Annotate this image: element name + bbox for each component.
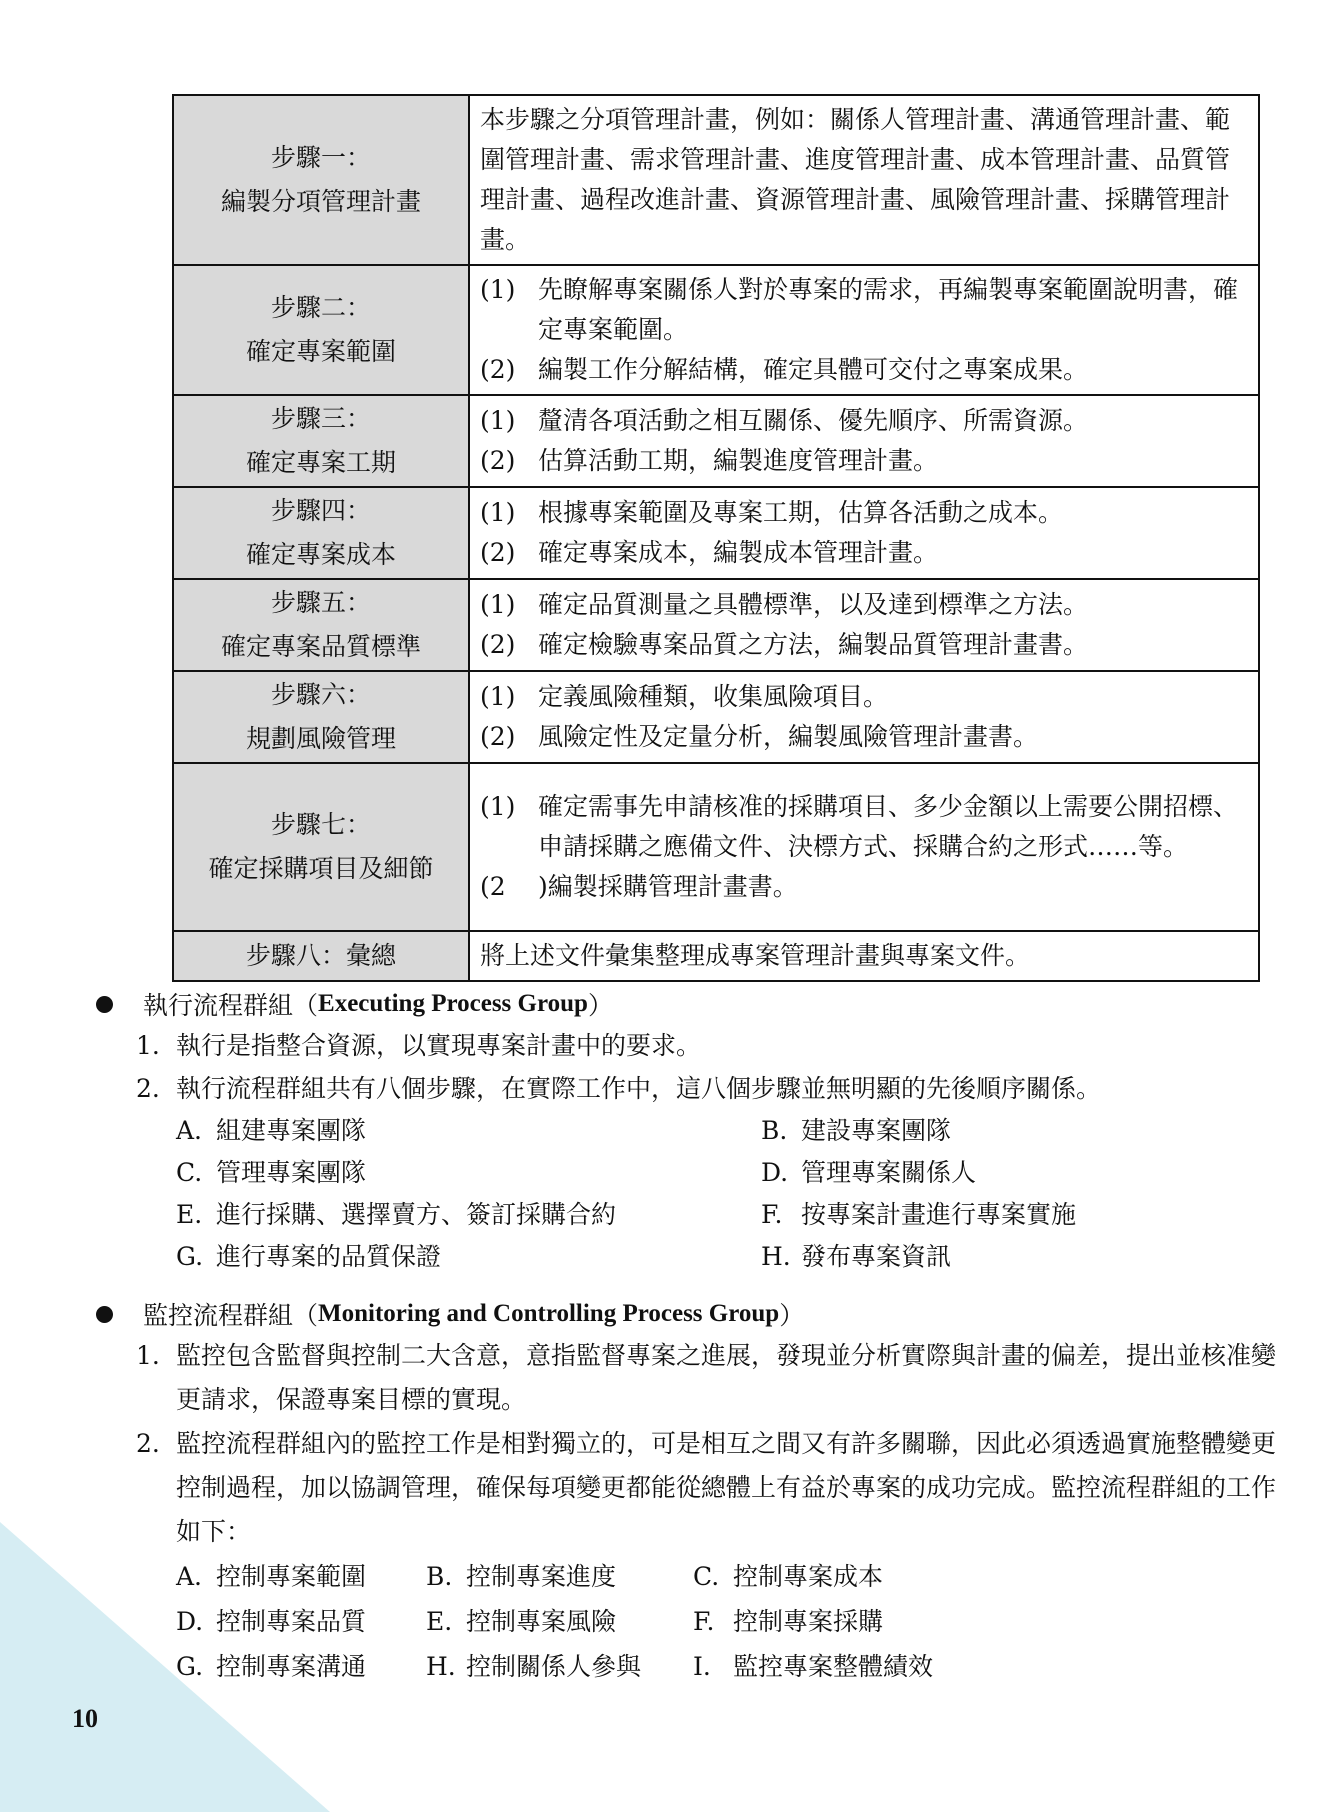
- table-row: [173, 487, 1259, 579]
- list-item: [136, 1422, 1279, 1554]
- heading-en: Monitoring and Controlling Process Group: [318, 1300, 780, 1327]
- option-letter: I.: [693, 1652, 711, 1681]
- step-cell: [173, 395, 469, 487]
- item-number: 2.: [136, 1074, 160, 1103]
- table-row: [173, 95, 1259, 265]
- option-text: 控制專案成本: [733, 1562, 884, 1591]
- item-text: 執行流程群組共有八個步驟，在實際工作中，這八個步驟並無明顯的先後順序關係。: [176, 1074, 1102, 1103]
- section-heading: [96, 1294, 1279, 1334]
- option-letter: F.: [693, 1607, 715, 1636]
- option-text: 管理專案關係人: [801, 1158, 977, 1187]
- step-cell: [173, 931, 469, 981]
- option-text: 控制專案範圍: [216, 1562, 367, 1591]
- list-item: [136, 1024, 1279, 1067]
- option-item: [761, 1110, 1161, 1152]
- heading-zh: 監控流程群組（: [143, 1301, 319, 1330]
- item-text: 確定品質測量之具體標準，以及達到標準之方法。: [538, 590, 1089, 619]
- option-text: 控制關係人參與: [466, 1652, 642, 1681]
- option-letter: G.: [176, 1652, 204, 1681]
- option-letter: A.: [176, 1116, 203, 1145]
- description-cell: [469, 579, 1259, 671]
- item-text: 估算活動工期，編製進度管理計畫。: [538, 446, 939, 475]
- option-item: [176, 1152, 761, 1194]
- option-item: [176, 1554, 426, 1599]
- description-text: 將上述文件彙集整理成專案管理計畫與專案文件。: [480, 941, 1031, 970]
- step-cell: [173, 487, 469, 579]
- list-item: [480, 585, 1248, 625]
- option-item: [693, 1599, 993, 1644]
- step-cell: [173, 579, 469, 671]
- list-item: [136, 1334, 1279, 1422]
- description-cell: [469, 395, 1259, 487]
- step-title: 規劃風險管理: [245, 724, 396, 753]
- table-row: [173, 763, 1259, 931]
- step-cell: [173, 265, 469, 395]
- list-item: [480, 787, 1248, 867]
- planning-steps-table: [172, 94, 1260, 982]
- list-item: [480, 677, 1248, 717]
- table-row: [173, 931, 1259, 981]
- item-text: 確定需事先申請核准的採購項目、多少金額以上需要公開招標、申請採購之應備文件、決標方式、採購合約之形式……等。: [538, 792, 1239, 861]
- item-number: 1.: [136, 1031, 160, 1060]
- option-item: [693, 1644, 993, 1689]
- item-number: (2): [480, 355, 516, 384]
- step-title: 編製分項管理計畫: [220, 187, 421, 216]
- item-number: (1): [480, 498, 516, 527]
- item-text: 定義風險種類，收集風險項目。: [538, 682, 889, 711]
- table-row: [173, 579, 1259, 671]
- list-item: [480, 533, 1248, 573]
- option-text: 控制專案進度: [466, 1562, 617, 1591]
- list-item: [480, 867, 1248, 907]
- option-item: [176, 1194, 761, 1236]
- step-cell: [173, 763, 469, 931]
- step-label: 步驟四：: [270, 496, 371, 525]
- option-letter: C.: [693, 1562, 720, 1591]
- item-text: 確定檢驗專案品質之方法，編製品質管理計畫書。: [538, 630, 1089, 659]
- description-cell: [469, 763, 1259, 931]
- step-cell: [173, 95, 469, 265]
- item-number: 2.: [136, 1429, 160, 1458]
- list-item: [480, 493, 1248, 533]
- monitoring-section: [96, 1294, 1279, 1689]
- option-letter: G.: [176, 1242, 204, 1271]
- item-text: 執行是指整合資源，以實現專案計畫中的要求。: [176, 1031, 702, 1060]
- option-letter: A.: [176, 1562, 203, 1591]
- option-letter: F.: [761, 1200, 783, 1229]
- description-text: 本步驟之分項管理計畫，例如：關係人管理計畫、溝通管理計畫、範圍管理計畫、需求管理計畫、進度管理計畫、成本管理計畫、品質管理計畫、過程改進計畫、資源管理計畫、風險管理計畫、採購管理計畫。: [480, 105, 1231, 254]
- option-text: 發布專案資訊: [801, 1242, 952, 1271]
- option-item: [761, 1236, 1161, 1278]
- step-label: 步驟三：: [270, 404, 371, 433]
- table-row: [173, 265, 1259, 395]
- option-text: 進行採購、選擇賣方、簽訂採購合約: [216, 1200, 617, 1229]
- step-label: 步驟二：: [270, 293, 371, 322]
- list-item: [136, 1067, 1279, 1110]
- step-label: 步驟一：: [270, 143, 371, 172]
- description-cell: [469, 671, 1259, 763]
- option-letter: E.: [426, 1607, 453, 1636]
- option-text: 管理專案團隊: [216, 1158, 367, 1187]
- option-letter: E.: [176, 1200, 203, 1229]
- item-text: 先瞭解專案關係人對於專案的需求，再編製專案範圍說明書，確定專案範圍。: [538, 275, 1239, 344]
- option-letter: D.: [761, 1158, 789, 1187]
- item-number: (1): [480, 792, 516, 821]
- option-text: 組建專案團隊: [216, 1116, 367, 1145]
- heading-en: Executing Process Group: [318, 990, 588, 1017]
- option-text: 控制專案溝通: [216, 1652, 367, 1681]
- bullet-icon: [96, 996, 113, 1013]
- heading-end: ）: [779, 1301, 805, 1330]
- item-number: (1): [480, 406, 516, 435]
- option-text: 控制專案風險: [466, 1607, 617, 1636]
- option-letter: B.: [426, 1562, 453, 1591]
- step-label: 步驟六：: [270, 680, 371, 709]
- list-item: [480, 441, 1248, 481]
- option-letter: H.: [426, 1652, 456, 1681]
- option-text: 控制專案採購: [733, 1607, 884, 1636]
- option-text: 按專案計畫進行專案實施: [801, 1200, 1077, 1229]
- item-text: 監控包含監督與控制二大含意，意指監督專案之進展，發現並分析實際與計畫的偏差，提出並核准變更請求，保證專案目標的實現。: [176, 1341, 1277, 1414]
- step-title: 確定專案成本: [245, 540, 396, 569]
- list-item: [480, 270, 1248, 350]
- option-item: [176, 1644, 426, 1689]
- option-item: [426, 1554, 693, 1599]
- item-number: (2: [480, 872, 506, 901]
- item-number: (1): [480, 275, 516, 304]
- option-item: [176, 1110, 761, 1152]
- option-text: 進行專案的品質保證: [216, 1242, 442, 1271]
- description-cell: [469, 265, 1259, 395]
- heading-zh: 執行流程群組（: [143, 991, 319, 1020]
- table-row: [173, 671, 1259, 763]
- bullet-icon: [96, 1306, 113, 1323]
- item-number: (1): [480, 682, 516, 711]
- list-item: [480, 401, 1248, 441]
- option-item: [176, 1236, 761, 1278]
- table-row: [173, 395, 1259, 487]
- step-cell: [173, 671, 469, 763]
- list-item: [480, 625, 1248, 665]
- list-item: [480, 717, 1248, 757]
- options-grid: [176, 1554, 1279, 1689]
- item-text: 風險定性及定量分析，編製風險管理計畫書。: [538, 722, 1039, 751]
- step-label: 步驟七：: [270, 810, 371, 839]
- item-text: 監控流程群組內的監控工作是相對獨立的，可是相互之間又有許多關聯，因此必須透過實施整體變更控制過程，加以協調管理，確保每項變更都能從總體上有益於專案的成功完成。監控流程群組的工作如下：: [176, 1429, 1277, 1546]
- description-cell: [469, 487, 1259, 579]
- option-item: [761, 1194, 1161, 1236]
- item-text: 根據專案範圍及專案工期，估算各活動之成本。: [538, 498, 1064, 527]
- item-text: 編製工作分解結構，確定具體可交付之專案成果。: [538, 355, 1089, 384]
- option-letter: D.: [176, 1607, 204, 1636]
- step-label: 步驟八：彙總: [245, 941, 396, 970]
- item-number: (2): [480, 630, 516, 659]
- option-item: [693, 1554, 993, 1599]
- item-number: 1.: [136, 1341, 160, 1370]
- step-label: 步驟五：: [270, 588, 371, 617]
- step-title: 確定採購項目及細節: [208, 854, 434, 883]
- option-item: [426, 1599, 693, 1644]
- option-text: 控制專案品質: [216, 1607, 367, 1636]
- step-title: 確定專案範圍: [245, 337, 396, 366]
- description-cell: [469, 95, 1259, 265]
- item-number: (2): [480, 722, 516, 751]
- option-letter: H.: [761, 1242, 791, 1271]
- option-letter: C.: [176, 1158, 203, 1187]
- options-grid: [176, 1110, 1279, 1278]
- option-item: [426, 1644, 693, 1689]
- item-text: 確定專案成本，編製成本管理計畫。: [538, 538, 939, 567]
- item-number: (2): [480, 446, 516, 475]
- option-text: 監控專案整體績效: [733, 1652, 934, 1681]
- item-text: 釐清各項活動之相互關係、優先順序、所需資源。: [538, 406, 1089, 435]
- option-letter: B.: [761, 1116, 788, 1145]
- step-title: 確定專案工期: [245, 448, 396, 477]
- option-item: [761, 1152, 1161, 1194]
- description-cell: [469, 931, 1259, 981]
- step-title: 確定專案品質標準: [220, 632, 421, 661]
- item-number: (1): [480, 590, 516, 619]
- section-heading: [96, 984, 1279, 1024]
- executing-section: [96, 984, 1279, 1278]
- item-text: )編製採購管理計畫書。: [538, 872, 798, 901]
- option-text: 建設專案團隊: [801, 1116, 952, 1145]
- heading-end: ）: [587, 991, 613, 1020]
- page-number: 10: [72, 1704, 98, 1733]
- option-item: [176, 1599, 426, 1644]
- item-number: (2): [480, 538, 516, 567]
- list-item: [480, 350, 1248, 390]
